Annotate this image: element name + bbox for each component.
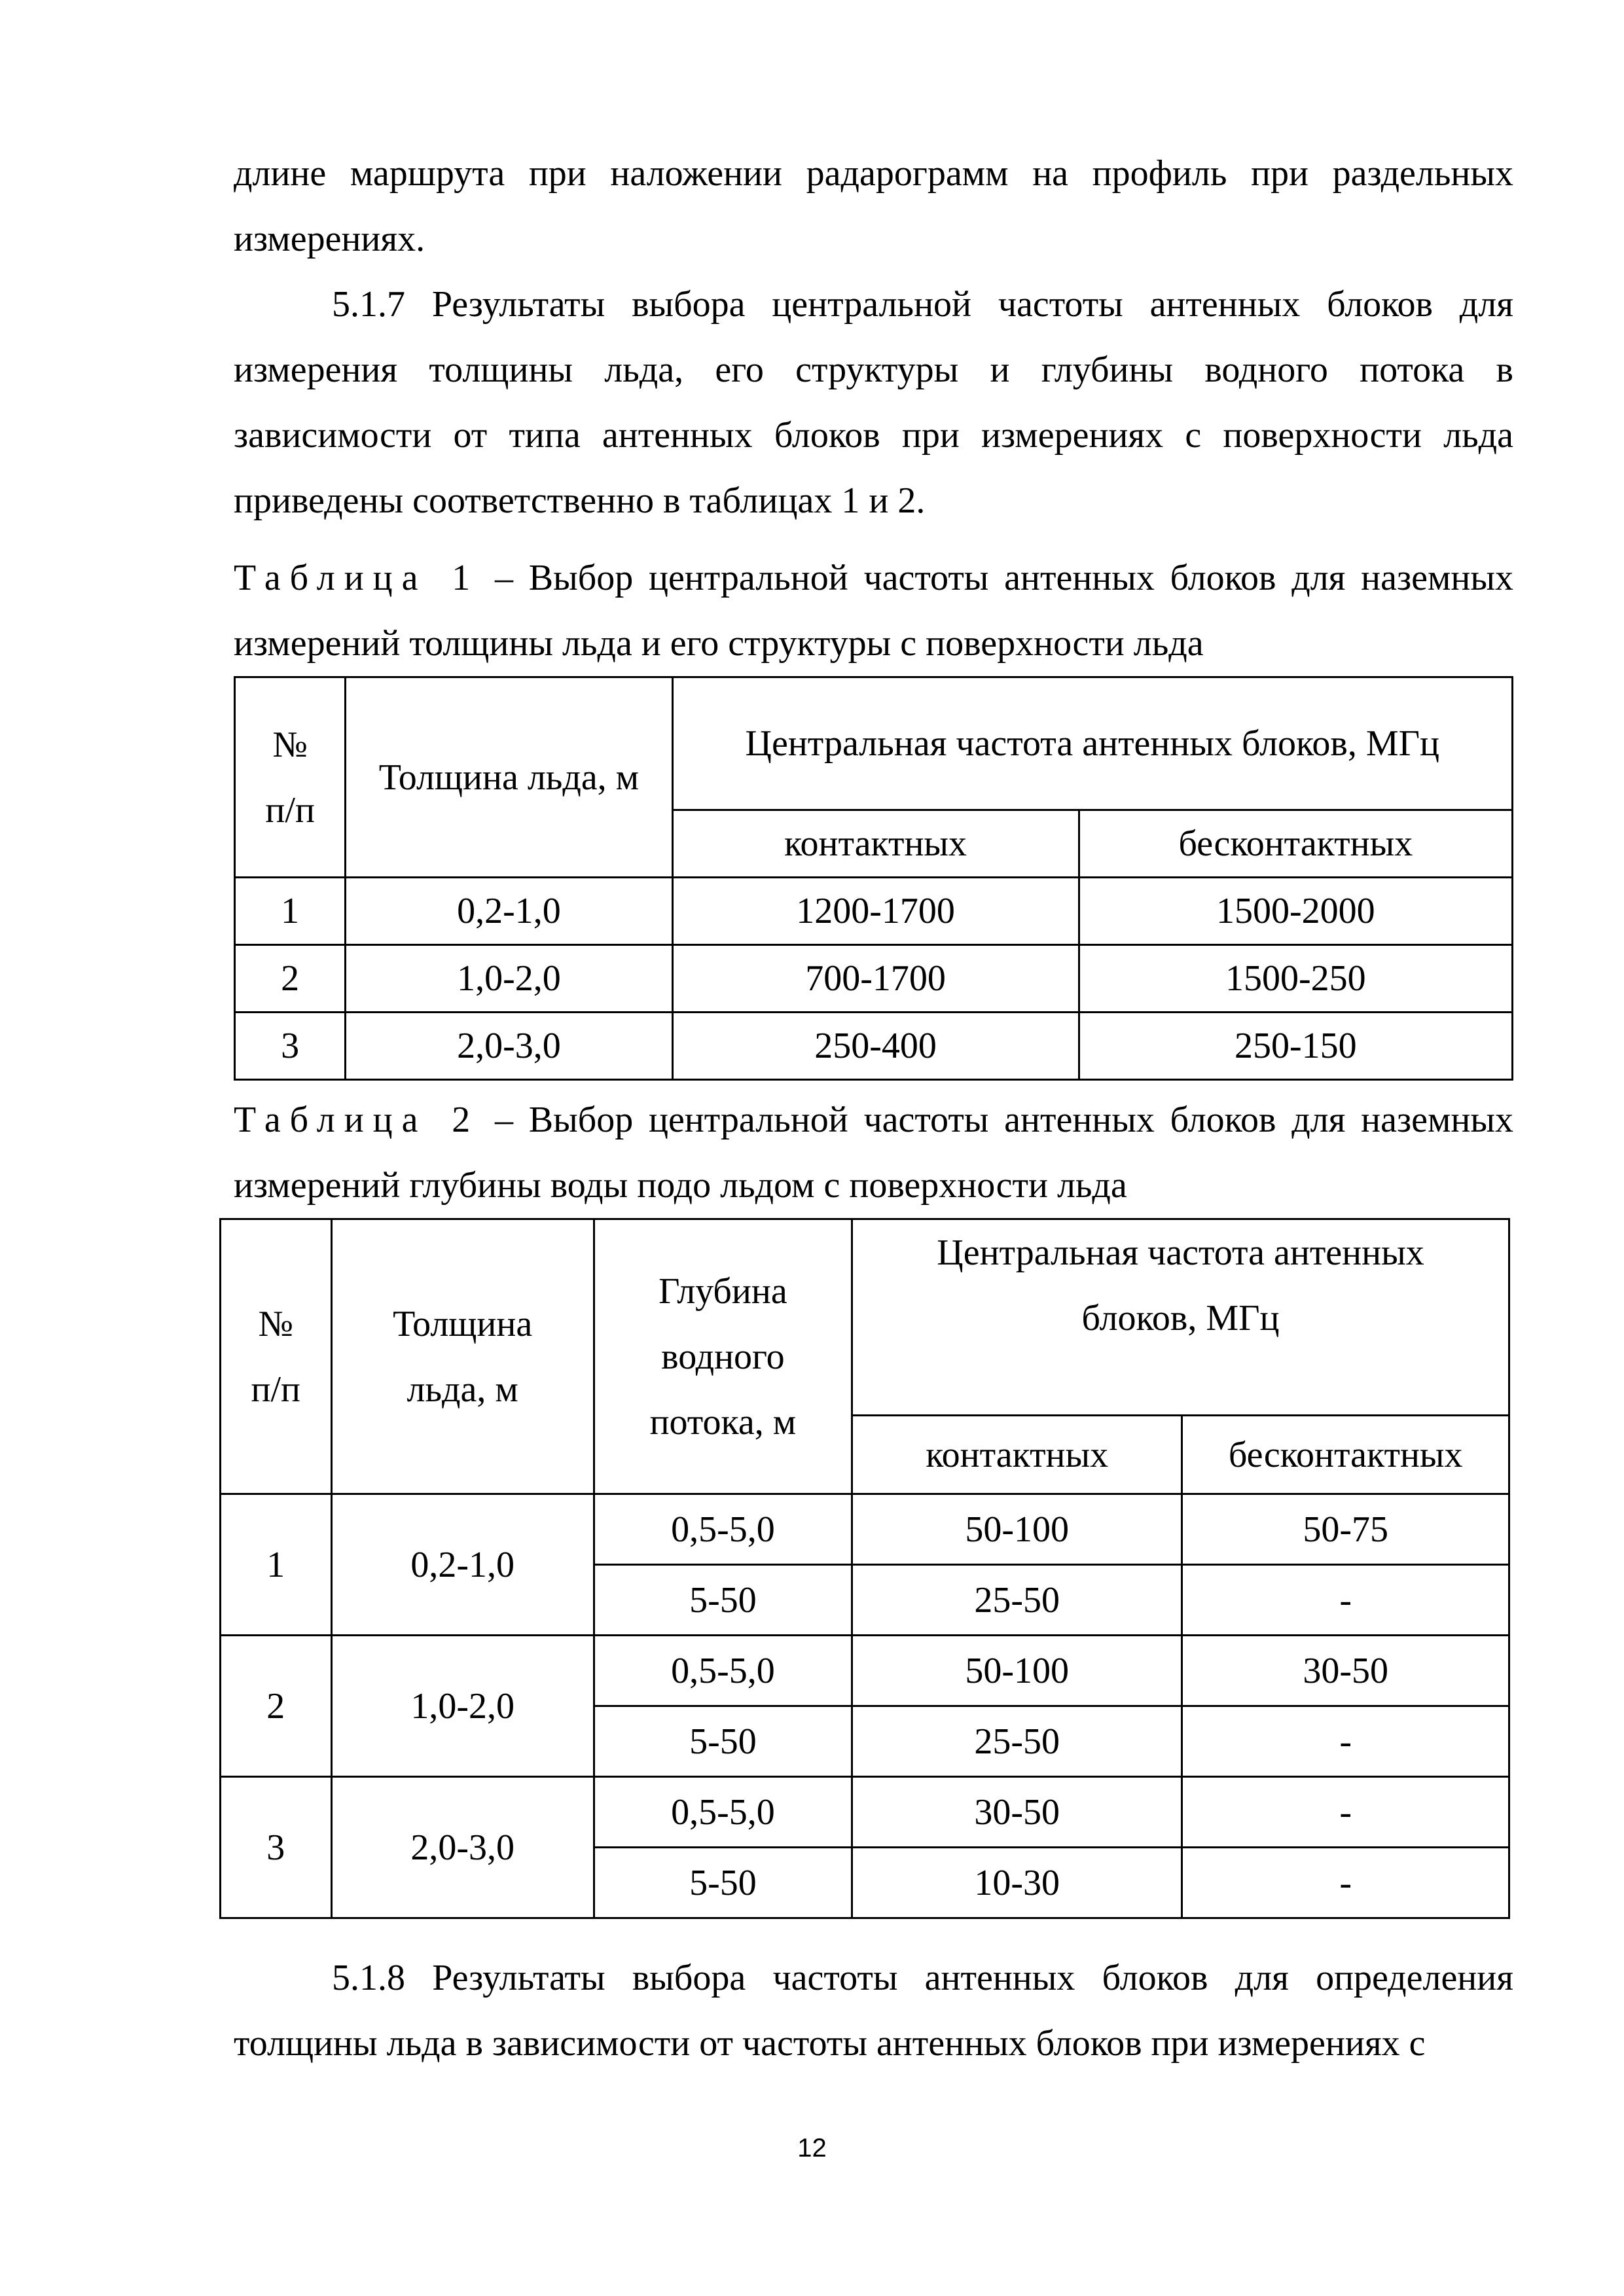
- cell-depth: 0,5-5,0: [594, 1777, 852, 1848]
- cell-noncontact: -: [1182, 1706, 1509, 1777]
- table2-header-depth: Глубина водного потока, м: [594, 1219, 852, 1494]
- table2-header-num: № п/п: [221, 1219, 332, 1494]
- cell-thickness: 2,0-3,0: [346, 1013, 672, 1080]
- cell-noncontact: 1500-250: [1079, 945, 1512, 1013]
- cell-depth: 0,5-5,0: [594, 1494, 852, 1565]
- table2-caption-text: – Выбор центральной частоты антенных блоков для наземных измерений глубины воды подо льдом с поверхности льда: [234, 1100, 1513, 1206]
- table1-header-noncontact: бесконтактных: [1079, 810, 1512, 878]
- table-row: [235, 878, 1513, 945]
- cell-thickness: 1,0-2,0: [331, 1636, 594, 1777]
- cell-contact: 50-100: [852, 1494, 1182, 1565]
- table-row: [235, 1013, 1513, 1080]
- cell-num: 3: [235, 1013, 346, 1080]
- table2-header-freq-group: Центральная частота антенных блоков, МГц: [852, 1219, 1509, 1416]
- cell-thickness: 0,2-1,0: [331, 1494, 594, 1636]
- table1-header-contact: контактных: [672, 810, 1079, 878]
- table2-header-thickness: Толщина льда, м: [331, 1219, 594, 1494]
- document-page: [234, 141, 1513, 2076]
- cell-contact: 10-30: [852, 1848, 1182, 1918]
- cell-contact: 700-1700: [672, 945, 1079, 1013]
- cell-thickness: 0,2-1,0: [346, 878, 672, 945]
- paragraph-5-1-7: 5.1.7 Результаты выбора центральной частоты антенных блоков для измерения толщины льда, его структуры и глубины водного потока в зависимости от типа антенных блоков при измерениях с поверхности льда приведены соответственно в таблицах 1 и 2.: [234, 284, 1513, 521]
- cell-noncontact: -: [1182, 1848, 1509, 1918]
- cell-noncontact: 1500-2000: [1079, 878, 1512, 945]
- cell-depth: 0,5-5,0: [594, 1636, 852, 1706]
- cell-contact: 250-400: [672, 1013, 1079, 1080]
- table1-header-freq-group: Центральная частота антенных блоков, МГц: [672, 677, 1512, 810]
- table-row: [221, 1636, 1509, 1706]
- table1-caption: [234, 545, 1513, 676]
- cell-thickness: 1,0-2,0: [346, 945, 672, 1013]
- table1-header-thickness: Толщина льда, м: [346, 677, 672, 878]
- cell-num: 1: [221, 1494, 332, 1636]
- page-number: 12: [797, 2134, 827, 2162]
- paragraph-5-1-8: 5.1.8 Результаты выбора частоты антенных блоков для определения толщины льда в зависимости от частоты антенных блоков при измерениях с: [234, 1958, 1513, 2064]
- table-1: [234, 676, 1513, 1081]
- cell-noncontact: 250-150: [1079, 1013, 1512, 1080]
- cell-contact: 30-50: [852, 1777, 1182, 1848]
- table-2: [219, 1218, 1510, 1919]
- cell-thickness: 2,0-3,0: [331, 1777, 594, 1918]
- cell-num: 2: [235, 945, 346, 1013]
- table-row: [221, 1494, 1509, 1565]
- cell-num: 3: [221, 1777, 332, 1918]
- cell-contact: 25-50: [852, 1565, 1182, 1636]
- cell-depth: 5-50: [594, 1706, 852, 1777]
- table2-header-contact: контактных: [852, 1416, 1182, 1494]
- table-row: [235, 945, 1513, 1013]
- cell-contact: 25-50: [852, 1706, 1182, 1777]
- cell-noncontact: -: [1182, 1565, 1509, 1636]
- table2-caption-label: Таблица 2: [234, 1100, 480, 1140]
- cell-num: 2: [221, 1636, 332, 1777]
- table1-caption-label: Таблица 1: [234, 558, 480, 598]
- cell-noncontact: 50-75: [1182, 1494, 1509, 1565]
- cell-num: 1: [235, 878, 346, 945]
- cell-contact: 1200-1700: [672, 878, 1079, 945]
- cell-depth: 5-50: [594, 1848, 852, 1918]
- cell-depth: 5-50: [594, 1565, 852, 1636]
- intro-paragraph: длине маршрута при наложении радарограмм на профиль при раздельных измерениях.: [234, 153, 1513, 259]
- table2-header-noncontact: бесконтактных: [1182, 1416, 1509, 1494]
- table2-caption: [234, 1087, 1513, 1218]
- table-row: [221, 1777, 1509, 1848]
- cell-noncontact: 30-50: [1182, 1636, 1509, 1706]
- table1-header-num: № п/п: [235, 677, 346, 878]
- cell-contact: 50-100: [852, 1636, 1182, 1706]
- table1-caption-text: – Выбор центральной частоты антенных блоков для наземных измерений толщины льда и его структуры с поверхности льда: [234, 558, 1513, 664]
- cell-noncontact: -: [1182, 1777, 1509, 1848]
